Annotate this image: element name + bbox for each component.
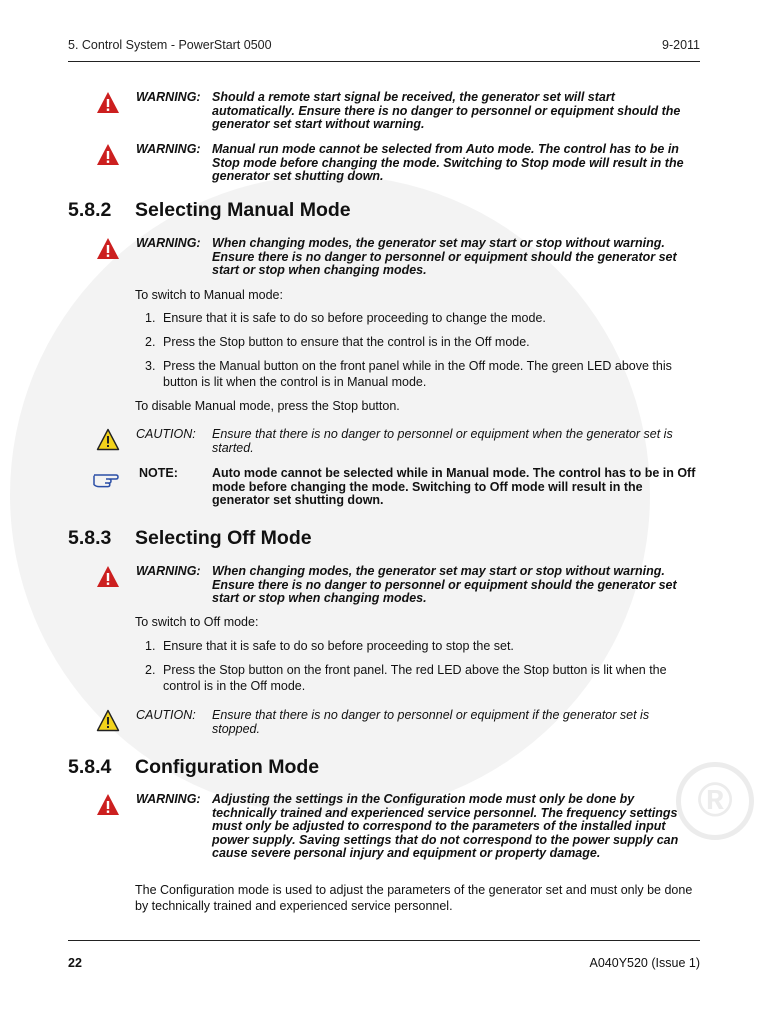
header-date: 9-2011 (662, 38, 700, 52)
note-text: Auto mode cannot be selected while in Manual mode. The control has to be in Off mode before changing the mode. Switching to Off mode will result in the generator set shutting down. (212, 466, 696, 508)
list-number: 2. (145, 663, 156, 677)
list-number: 1. (145, 639, 156, 653)
warning-text: When changing modes, the generator set may start or stop without warning. Ensure there is no danger to personnel or equipment should the generator set start or stop when changing modes. (212, 236, 677, 278)
list-text: Press the Stop button on the front panel. The red LED above the Stop button is lit when the control is in the Off mode. (163, 663, 667, 693)
warning-text: When changing modes, the generator set may start or stop without warning. Ensure there is no danger to personnel or equipment should the generator set start or stop when changing modes. (212, 564, 677, 606)
list-item (145, 334, 700, 350)
warning-icon (96, 237, 120, 261)
warning-text: Adjusting the settings in the Configuration mode must only be done by technically trained and experienced service personnel. The frequency settings must only be adjusted to correspond to the parameters of the installed input power supply. Saving settings that do not correspond to the power supply can cause severe personal injury and equipment or property damage. (212, 792, 679, 861)
warning-text: Should a remote start signal be received, the generator set will start automatically. Ensure there is no danger to personnel or equipment should the generator set start without warning. (212, 90, 681, 132)
heading-number: 5.8.2 (68, 199, 112, 221)
list-text: Ensure that it is safe to do so before proceeding to stop the set. (163, 639, 514, 653)
caution-label: CAUTION: (136, 708, 196, 722)
warning-manual-run (96, 143, 700, 184)
warning-icon (96, 143, 120, 167)
warning-label: WARNING: (136, 142, 201, 156)
caution-text: Ensure that there is no danger to personnel or equipment if the generator set is stopped. (212, 708, 650, 736)
warning-label: WARNING: (136, 90, 201, 104)
heading-5-8-2 (68, 199, 351, 222)
page-number: 22 (68, 956, 82, 970)
list-item (145, 358, 700, 390)
list-text: Press the Stop button to ensure that the control is in the Off mode. (163, 335, 530, 349)
heading-title: Selecting Off Mode (135, 527, 312, 549)
header-rule (68, 61, 700, 62)
note-label: NOTE: (139, 466, 178, 480)
paragraph-configuration: The Configuration mode is used to adjust the parameters of the generator set and must only be done by technically trained and experienced service personnel. (135, 883, 693, 913)
heading-title: Configuration Mode (135, 756, 320, 778)
footer-rule (68, 940, 700, 941)
list-number: 3. (145, 359, 156, 373)
warning-icon (96, 91, 120, 115)
caution-icon (96, 428, 120, 452)
registered-watermark: ® (676, 762, 754, 840)
caution-stopped (96, 709, 700, 736)
warning-changing-modes (96, 565, 700, 606)
heading-title: Selecting Manual Mode (135, 199, 351, 221)
caution-text: Ensure that there is no danger to personnel or equipment when the generator set is started. (212, 427, 673, 455)
page-header (68, 38, 700, 58)
heading-number: 5.8.4 (68, 756, 112, 778)
heading-5-8-4 (68, 756, 319, 779)
list-number: 2. (145, 335, 156, 349)
paragraph-switch-manual: To switch to Manual mode: (135, 288, 283, 302)
list-text: Ensure that it is safe to do so before proceeding to change the mode. (163, 311, 546, 325)
caution-started (96, 428, 700, 455)
warning-text: Manual run mode cannot be selected from Auto mode. The control has to be in Stop mode before changing the mode. Switching to Stop mode will result in the generator set shutting down. (212, 142, 684, 184)
list-text: Press the Manual button on the front panel while in the Off mode. The green LED above this button is lit when the control is in Manual mode. (163, 359, 672, 389)
list-item (145, 310, 700, 326)
caution-label: CAUTION: (136, 427, 196, 441)
warning-remote-start (96, 91, 700, 132)
warning-label: WARNING: (136, 792, 201, 806)
warning-label: WARNING: (136, 236, 201, 250)
heading-number: 5.8.3 (68, 527, 112, 549)
warning-label: WARNING: (136, 564, 201, 578)
list-number: 1. (145, 311, 156, 325)
list-item (145, 638, 700, 654)
paragraph-disable-manual: To disable Manual mode, press the Stop button. (135, 399, 400, 413)
warning-icon (96, 565, 120, 589)
note-auto-mode (92, 467, 700, 508)
warning-configuration (96, 793, 700, 861)
pointing-hand-icon (92, 467, 120, 489)
warning-icon (96, 793, 120, 817)
list-item (145, 662, 700, 694)
paragraph-switch-off: To switch to Off mode: (135, 615, 259, 629)
header-section: 5. Control System - PowerStart 0500 (68, 38, 272, 52)
warning-changing-modes (96, 237, 700, 278)
heading-5-8-3 (68, 527, 312, 550)
caution-icon (96, 709, 120, 733)
document-id: A040Y520 (Issue 1) (589, 956, 700, 970)
